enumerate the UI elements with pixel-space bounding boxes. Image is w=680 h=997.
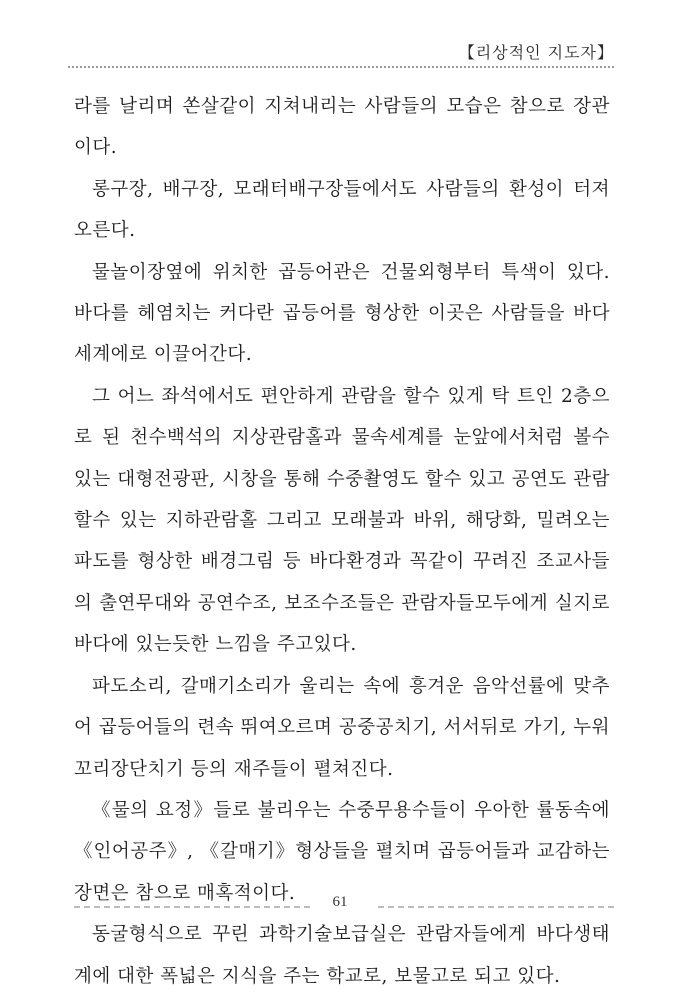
paragraph-5: 파도소리, 갈매기소리가 울리는 속에 흥겨운 음악선률에 맞추어 곱등어들의 련속 뛰여오르며 공중공치기, 서서뒤로 가기, 누워꼬리장단치기 등의 재주들이 펼쳐진다. [74,675,610,780]
body-text [74,86,610,997]
page-number: 61 [332,894,348,910]
paragraph-6: 《물의 요정》들로 불리우는 수중무용수들이 우아한 률동속에 《인어공주》, 《갈매기》형상들을 펼치며 곱등어들과 교감하는 장면은 참으로 매혹적이다. [74,799,610,904]
paragraph-7: 동굴형식으로 꾸린 과학기술보급실은 관람자들에게 바다생태계에 대한 폭넓은 지식을 주는 학교로, 보물고로 되고 있다. [74,924,610,987]
paragraph-2: 롱구장, 배구장, 모래터배구장들에서도 사람들의 환성이 터져오른다. [74,178,610,242]
header-divider [68,66,614,68]
paragraph-1: 라를 날리며 쏜살같이 지쳐내리는 사람들의 모습은 참으로 장관이다. [74,96,610,159]
paragraph-3: 물놀이장옆에 위치한 곱등어관은 건물외형부터 특색이 있다. 바다를 헤염치는 커다란 곱등어를 형상한 이곳은 사람들을 바다세계에로 이끌어간다. [74,261,610,366]
running-header-title: 【리상적인 지도자】 [458,43,614,62]
paragraph-4: 그 어느 좌석에서도 편안하게 관람을 할수 있게 탁 트인 2층으로 된 천수백석의 지상관람홀과 물속세계를 눈앞에서처럼 볼수 있는 대형전광판, 시창을 통해 수중촬영도 할수 있고 공연도 관람할수 있는 지하관람홀 그리고 모래불과 바위, 해당화, 밀려오는 파도를 형상한 배경그림 등 바다환경과 꼭같이 꾸려진 조교사들의 출연무대와 공연수조, 보조수조들은 관람자들모두에게 실지로 바다에 있는듯한 느낌을 주고있다. [74,385,610,656]
footer-divider-right [378,906,614,908]
